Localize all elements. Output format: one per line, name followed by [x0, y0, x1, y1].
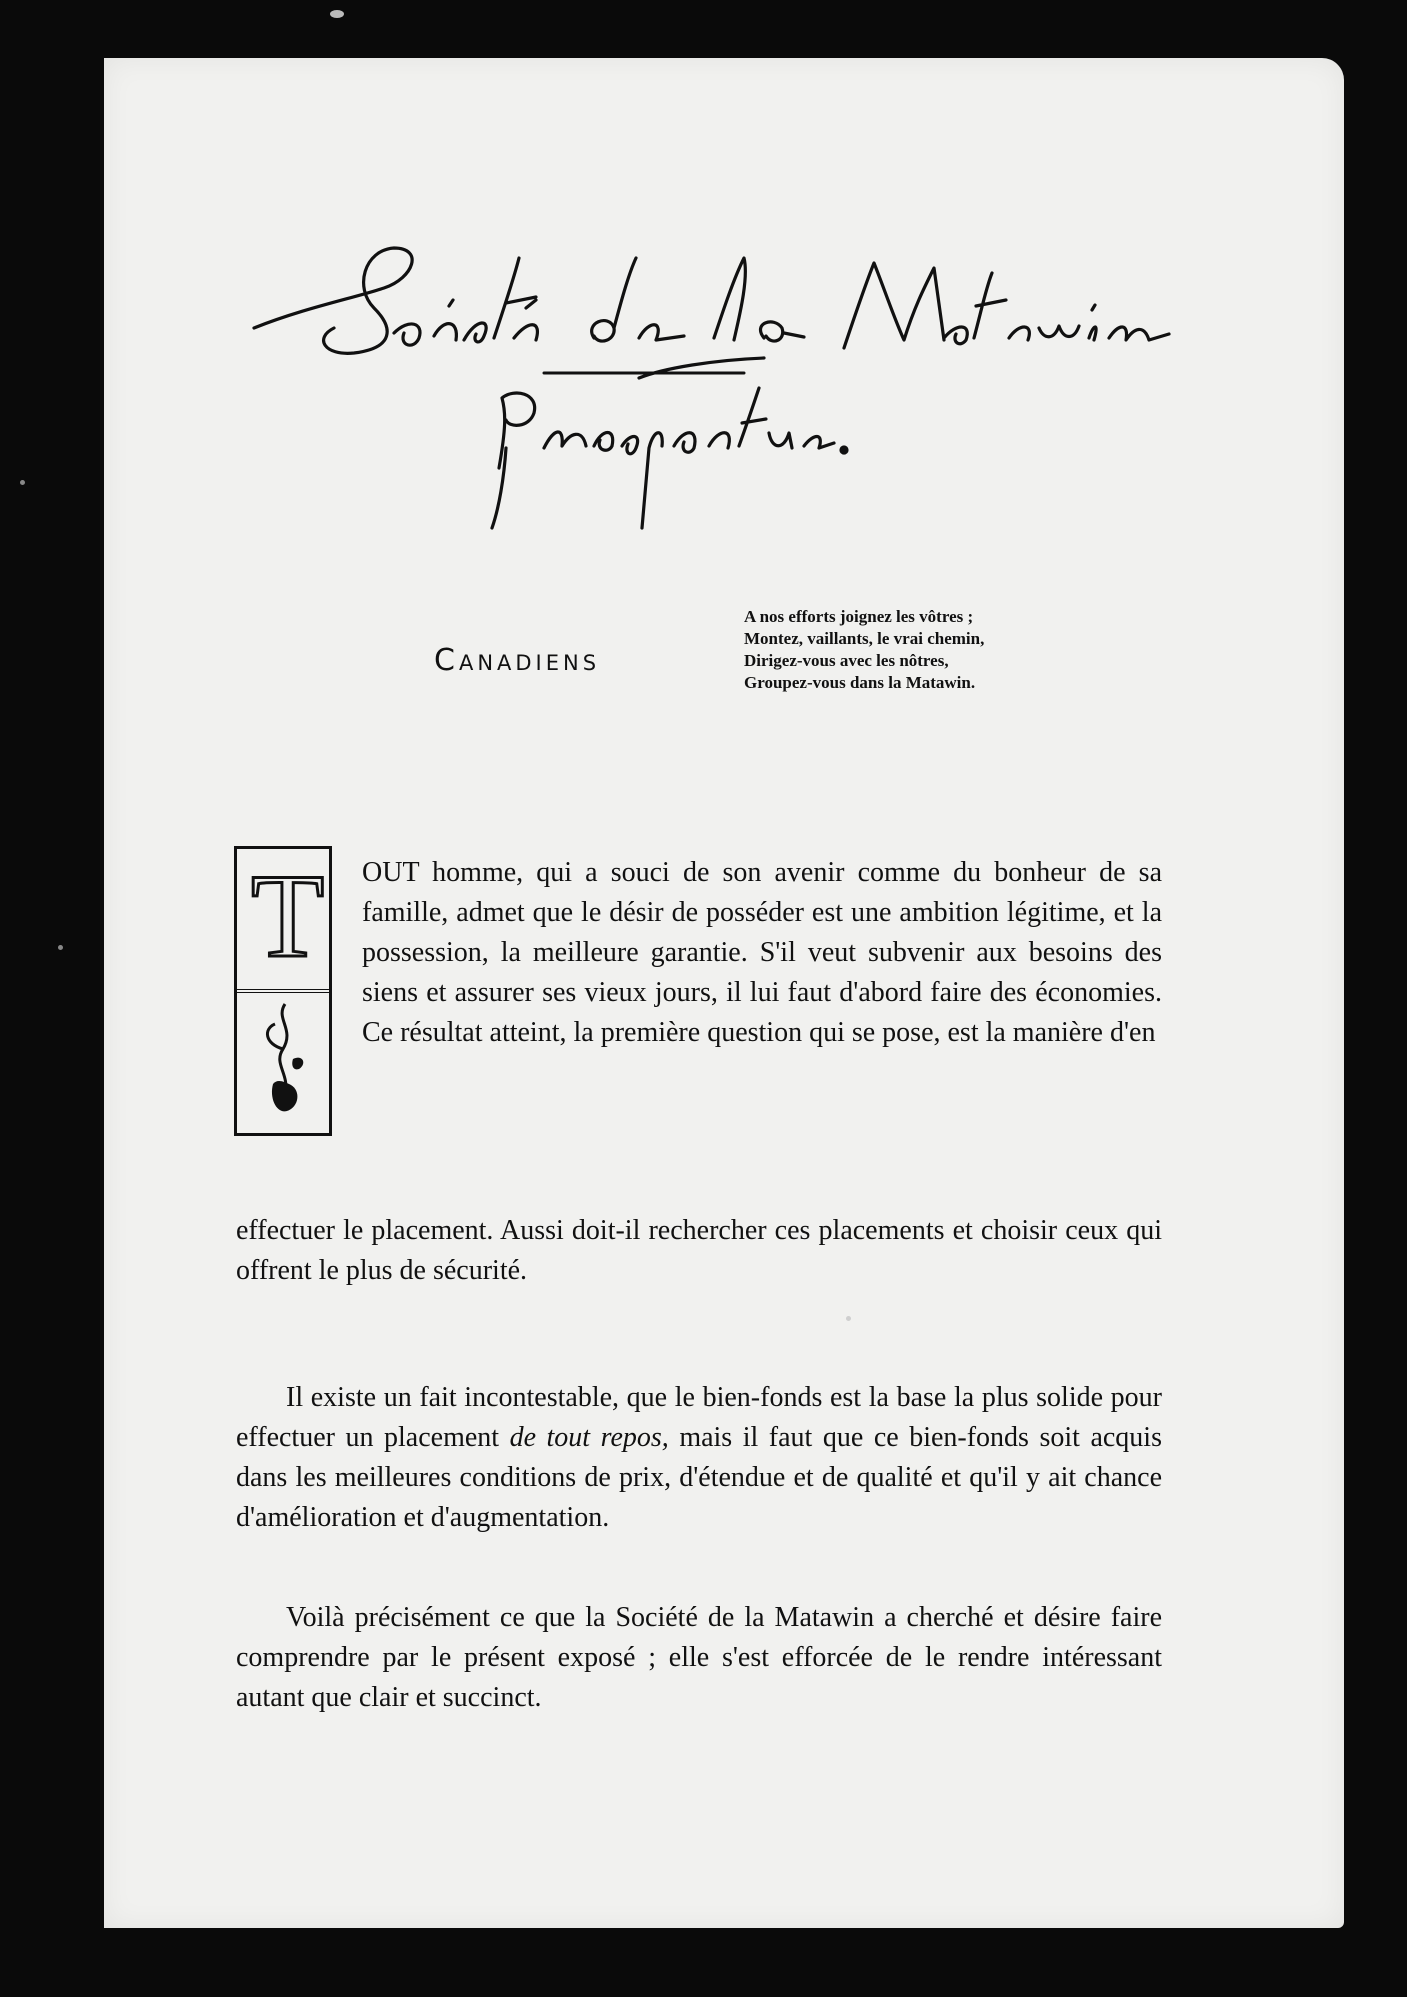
- drop-cap: [234, 846, 332, 1136]
- document-page: [104, 58, 1344, 1928]
- handwritten-title-signature: [244, 228, 1244, 628]
- drop-cap-frame: [237, 849, 329, 993]
- film-speck: [330, 10, 344, 18]
- epigraph-line: A nos efforts joignez les vôtres ;: [744, 607, 974, 626]
- film-speck: [58, 945, 63, 950]
- flower-ornament-icon: [255, 999, 315, 1124]
- epigraph-line: Dirigez-vous avec les nôtres,: [744, 651, 949, 670]
- epigraph-line: Groupez-vous dans la Matawin.: [744, 673, 976, 692]
- paragraph-1-lead: OUT homme, qui a souci de son avenir comme du bonheur de sa famille, admet que le désir de posséder est une ambition légitime, et la possession, la meilleure garantie. S'il veut subvenir aux besoins des siens et assurer ses vieux jours, il lui faut d'abord faire des économies. Ce résultat atteint, la première question qui se pose, est la manière d'en: [362, 857, 1162, 1048]
- paragraph-3: Voilà précisément ce que la Société de la Matawin a cherché et désire faire comprendre par le présent exposé ; elle s'est efforcée de le rendre intéressant autant que clair et succinct.: [236, 1602, 1162, 1713]
- epigraph-line: Montez, vaillants, le vrai chemin,: [744, 629, 985, 648]
- paragraph-2-text: Il existe un fait incontestable, que le bien-fonds est la base la plus solide pour effectuer un placement: [236, 1382, 1162, 1453]
- film-speck: [20, 480, 25, 485]
- paper-speck: [846, 1316, 851, 1321]
- paragraph-2-italic: de tout repos,: [509, 1422, 669, 1453]
- heading: Canadiens: [434, 643, 601, 678]
- drop-cap-letter: T: [251, 849, 325, 982]
- epigraph: [744, 606, 1174, 694]
- paragraph-2: [236, 1378, 1162, 1538]
- paragraph-2-text-end: mais il faut que ce bien-fonds soit acquis dans les meilleures conditions de prix, d'étendue et de qualité et qu'il y ait chance d'amélioration et d'augmentation.: [236, 1422, 1162, 1533]
- paragraph-1-continuation: effectuer le placement. Aussi doit-il rechercher ces placements et choisir ceux qui offrent le plus de sécurité.: [236, 1215, 1162, 1286]
